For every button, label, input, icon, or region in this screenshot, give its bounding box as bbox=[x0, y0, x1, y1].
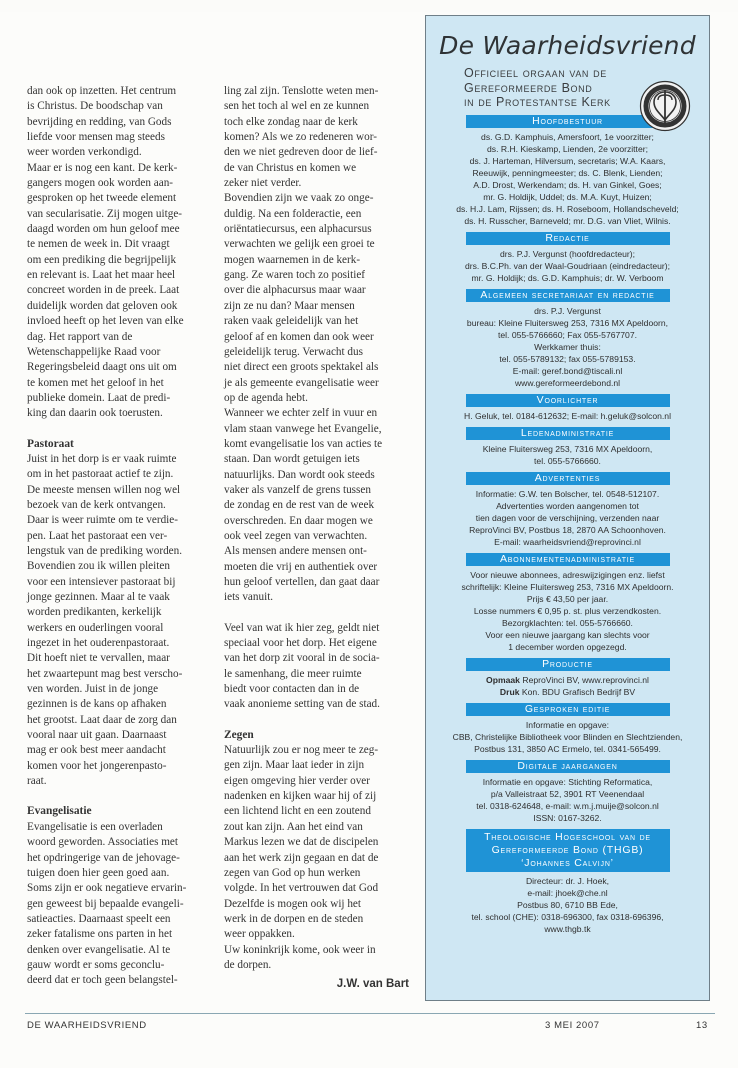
text-line: gesproken op het tweede element bbox=[27, 192, 177, 205]
text-line: geloof af en komen dan ook weer bbox=[224, 330, 374, 343]
text-line: gen geweest bij bepaalde evangeli- bbox=[27, 897, 184, 910]
section-header-line: ‘Johannes Calvijn’ bbox=[521, 856, 614, 869]
text-line: en relevant is. Laat het maar heel bbox=[27, 269, 176, 282]
colophon-line: Werkkamer thuis: bbox=[534, 341, 601, 352]
text-line: dag. Het rapport van de bbox=[27, 330, 133, 343]
text-line: het zwaartepunt mag best verscho- bbox=[27, 667, 183, 680]
footer-date: 3 MEI 2007 bbox=[545, 1020, 600, 1031]
text-line: mogen waarnemen in de kerk- bbox=[224, 253, 361, 266]
colophon-line: H. Geluk, tel. 0184-612632; E-mail: h.geluk@solcon.nl bbox=[464, 410, 671, 421]
colophon-line: tien dagen voor de verschijning, verzenden naar bbox=[475, 512, 660, 523]
colophon-line: ISSN: 0167-3262. bbox=[533, 812, 602, 823]
colophon-line: CBB, Christelijke Bibliotheek voor Blinden en Slechtzienden, bbox=[452, 731, 683, 742]
article-column-2 bbox=[224, 84, 409, 993]
text-line: op de agenda hebt. bbox=[224, 391, 308, 404]
text-line: is Christus. De boodschap van bbox=[27, 100, 163, 113]
credit-label: Druk bbox=[499, 686, 520, 697]
colophon-section-body bbox=[426, 305, 709, 389]
colophon-line: ds. J. Harteman, Hilversum, secretaris; W.A. Kaars, bbox=[469, 155, 666, 166]
colophon-line: Informatie: G.W. ten Bolscher, tel. 0548-512107. bbox=[475, 488, 660, 499]
colophon-section-header: Hoofdbestuur bbox=[466, 115, 670, 128]
colophon-section-header: Productie bbox=[466, 658, 670, 671]
colophon-line: bureau: Kleine Fluitersweg 253, 7316 MX Apeldoorn, bbox=[466, 317, 669, 328]
masthead-title: De Waarheidsvriend bbox=[439, 31, 696, 60]
colophon-line: drs. P.J. Vergunst bbox=[534, 305, 601, 316]
text-line: Bovendien zijn we vaak zo onge- bbox=[224, 192, 374, 205]
text-line: pen. Laat het pastoraat een ver- bbox=[27, 529, 168, 542]
text-line: staan. Dan wordt getuigen iets bbox=[224, 453, 360, 466]
colophon-line: tel. school (CHE): 0318-696300, fax 0318-696396, bbox=[471, 911, 664, 922]
text-line: concreet worden in de preek. Laat bbox=[27, 284, 180, 297]
text-line: Markus lezen we dat de discipelen bbox=[224, 836, 379, 849]
paragraph-gap bbox=[27, 422, 207, 437]
text-line: moeten die vrij en authentiek over bbox=[224, 560, 378, 573]
colophon-section-header: Digitale jaargangen bbox=[466, 760, 670, 773]
text-line: Uw koninkrijk kome, ook weer in bbox=[224, 943, 376, 956]
text-line: satieacties. Daarnaast speelt een bbox=[27, 912, 171, 925]
text-line: Natuurlijk zou er nog meer te zeg- bbox=[224, 744, 379, 757]
text-line: biedt voor contacten dan in de bbox=[224, 683, 360, 696]
text-line: Daar is weer ruimte om te verdie- bbox=[27, 514, 178, 527]
colophon-section-body bbox=[426, 875, 709, 935]
colophon-line: A.D. Drost, Werkendam; ds. H. van Ginkel, Goes; bbox=[473, 179, 662, 190]
colophon-line: E-mail: waarheidsvriend@reprovinci.nl bbox=[494, 536, 641, 547]
text-line: bevrijding en redding, van Gods bbox=[27, 115, 172, 128]
text-line: dan ook op inzetten. Het centrum bbox=[27, 85, 177, 97]
text-line: natuurlijks. Dan wordt ook steeds bbox=[224, 468, 375, 481]
text-line: geleidelijk terug. Verwacht dus bbox=[224, 345, 363, 358]
colophon-line: mr. G. Holdijk; ds. G.D. Kamphuis; dr. W. Verboom bbox=[471, 272, 664, 283]
colophon-line: ds. H. Russcher, Barneveld; mr. D.G. van Vliet, Wilnis. bbox=[464, 215, 671, 226]
colophon-line: Informatie en opgave: bbox=[525, 719, 610, 730]
gereformeerde-bond-seal-icon bbox=[639, 80, 691, 132]
subtitle-line: in de Protestantse Kerk bbox=[464, 95, 611, 109]
colophon-panel bbox=[425, 15, 710, 1001]
text-line: lengstuk van de prediking worden. bbox=[27, 544, 183, 557]
text-line: Evangelisatie is een overladen bbox=[27, 820, 163, 833]
author-signature: J.W. van Bart bbox=[336, 978, 409, 991]
text-line: komen? Als we zo redeneren wor- bbox=[224, 131, 377, 144]
text-line: liefde voor mensen mag steeds bbox=[27, 131, 165, 144]
text-line: vaker als vanzelf de grens tussen bbox=[224, 483, 371, 496]
text-line: vlam staan vanwege het Evangelie, bbox=[224, 422, 382, 435]
colophon-line: ds. R.H. Kieskamp, Lienden, 2e voorzitter; bbox=[487, 143, 648, 154]
colophon-section-header: Redactie bbox=[466, 232, 670, 245]
text-line: toch elke zondag naar de kerk bbox=[224, 115, 358, 128]
colophon-line: Opmaak ReproVinci BV, www.reprovinci.nl bbox=[486, 674, 649, 685]
colophon-line: tel. 055-5766660. bbox=[534, 455, 601, 466]
colophon-line: 1 december worden opgezegd. bbox=[508, 641, 627, 652]
text-line: zeker fatalisme ons parten in het bbox=[27, 928, 173, 941]
page-number: 13 bbox=[696, 1020, 708, 1031]
colophon-line: tel. 055-5789132; fax 055-5789153. bbox=[499, 353, 636, 364]
section-header-line: Gereformeerde Bond (THGB) bbox=[491, 843, 644, 856]
text-line: overschreden. En daar mogen we bbox=[224, 514, 373, 527]
text-line: de dorpen. bbox=[224, 958, 272, 971]
colophon-line: ds. H.J. Lam, Rijssen; ds. H. Roseboom, Hollandscheveld; bbox=[456, 203, 679, 214]
text-line: een lichtend licht en een zoutend bbox=[224, 805, 371, 818]
footer-publication-name: DE WAARHEIDSVRIEND bbox=[27, 1020, 147, 1031]
paragraph-gap bbox=[224, 713, 409, 728]
text-line: le samenhang, die meer ruimte bbox=[224, 667, 362, 680]
text-line: ook veel zegen van verwachten. bbox=[224, 529, 368, 542]
text-line: daagd worden om hun geloof mee bbox=[27, 223, 180, 236]
text-line: voor een intensiever pastoraat bij bbox=[27, 575, 176, 588]
text-line: De meeste mensen willen nog wel bbox=[27, 483, 181, 496]
text-line: verwachten we gelijk een groei te bbox=[224, 238, 375, 251]
text-line: woord geworden. Associaties met bbox=[27, 836, 178, 849]
text-line: gang. Ze waren toch zo positief bbox=[224, 269, 366, 282]
text-line: gauw wordt er soms geconclu- bbox=[27, 958, 165, 971]
subtitle-line: Gereformeerde Bond bbox=[464, 80, 593, 95]
colophon-line: Voor nieuwe abonnees, adreswijzigingen enz. liefst bbox=[470, 569, 665, 580]
text-line: bezoek van de kerk ontvangen. bbox=[27, 498, 166, 511]
colophon-line: www.thgb.tk bbox=[544, 923, 591, 934]
text-line: komen voor het jongerenpasto- bbox=[27, 759, 167, 772]
text-line: te nemen de week in. Dit vraagt bbox=[27, 238, 170, 251]
text-line: sen het toch al wel en ze kunnen bbox=[224, 100, 370, 113]
colophon-line: ReproVinci BV, Postbus 18, 2870 AA Schoonhoven. bbox=[469, 524, 666, 535]
text-line: ingezet in het ouderenpastoraat. bbox=[27, 637, 170, 650]
text-line: weer worden verkondigd. bbox=[27, 146, 142, 159]
colophon-section-body bbox=[426, 569, 709, 653]
text-line: worden predikanten, kerkelijk bbox=[27, 606, 162, 619]
section-header-line: Theologische Hogeschool van de bbox=[484, 830, 651, 843]
text-line: den we niet gedreven door de lief- bbox=[224, 146, 378, 159]
text-line: Wanneer we echter zelf in vuur en bbox=[224, 407, 378, 420]
text-line: Dit hoeft niet te vervallen, maar bbox=[27, 652, 170, 665]
text-line: oriëntatiecursus, een alphacursus bbox=[224, 223, 372, 236]
colophon-line: Bezorgklachten: tel. 055-5766660. bbox=[502, 617, 633, 628]
text-line: Maar er is nog een kant. De kerk- bbox=[27, 161, 178, 174]
colophon-line: drs. B.C.Ph. van der Waal-Goudriaan (eindredacteur); bbox=[464, 260, 671, 271]
text-line: gangers mogen ook worden aan- bbox=[27, 177, 174, 190]
text-line: invloed heeft op het leven van elke bbox=[27, 315, 184, 328]
text-line: zeker niet verder. bbox=[224, 177, 302, 190]
text-line: van secularisatie. Zij mogen uitge- bbox=[27, 207, 183, 220]
colophon-section-header: Algemeen secretariaat en redactie bbox=[466, 289, 670, 302]
text-line: het opdringerige van de jehovage- bbox=[27, 851, 180, 864]
text-line: aan het werk zijn gegaan en dat de bbox=[224, 851, 379, 864]
colophon-line: tel. 0318-624648, e-mail: w.m.j.muije@solcon.nl bbox=[476, 800, 659, 811]
colophon-line: Reeuwijk, penningmeester; ds. C. Blenk, Lienden; bbox=[472, 167, 663, 178]
paragraph-gap bbox=[27, 789, 207, 804]
colophon-section-body bbox=[426, 776, 709, 824]
text-line: iets vanuit. bbox=[224, 591, 274, 604]
colophon-line: E-mail: geref.bond@tiscali.nl bbox=[512, 365, 623, 376]
colophon-sections bbox=[426, 115, 709, 935]
colophon-line: Postbus 80, 6710 BB Ede, bbox=[517, 899, 618, 910]
colophon-section-body bbox=[426, 410, 709, 422]
colophon-section-header bbox=[466, 829, 670, 872]
colophon-section-body bbox=[426, 719, 709, 755]
colophon-line: schriftelijk: Kleine Fluitersweg 253, 7316 MX Apeldoorn. bbox=[461, 581, 674, 592]
text-line: komt evangelisatie los van acties te bbox=[224, 437, 383, 450]
footer-divider bbox=[25, 1013, 715, 1014]
text-line: de van Christus en komen we bbox=[224, 161, 357, 174]
colophon-line: drs. P.J. Vergunst (hoofdredacteur); bbox=[499, 248, 636, 259]
colophon-line: Druk Kon. BDU Grafisch Bedrijf BV bbox=[499, 686, 636, 697]
text-line: ven worden. Juist in de jonge bbox=[27, 683, 159, 696]
text-line: zout kan zijn. Aan het eind van bbox=[224, 820, 363, 833]
colophon-section-header: Abonnementenadministratie bbox=[466, 553, 670, 566]
text-line: Veel van wat ik hier zeg, geldt niet bbox=[224, 621, 380, 634]
colophon-line: Postbus 131, 3850 AC Ermelo, tel. 0341-565499. bbox=[474, 743, 661, 754]
text-line: speciaal voor het dorp. Het eigene bbox=[224, 637, 377, 650]
colophon-line: p/a Valleistraat 52, 3901 RT Veenendaal bbox=[490, 788, 645, 799]
text-line: niet direct een groots spektakel als bbox=[224, 361, 379, 374]
subtitle-line: Officieel orgaan van de bbox=[464, 66, 607, 80]
text-line: raat. bbox=[27, 775, 47, 788]
text-line: tuigen doen hier geen goed aan. bbox=[27, 866, 170, 879]
article-column-1 bbox=[27, 84, 207, 989]
colophon-section-body bbox=[426, 674, 709, 698]
text-line: Soms zijn er ook negatieve ervarin- bbox=[27, 882, 187, 895]
text-line: publieke domein. Laat de predi- bbox=[27, 391, 171, 404]
text-line: king dan daarin ook toerusten. bbox=[27, 407, 163, 420]
text-line: zegen van God op hun werken bbox=[224, 866, 361, 879]
colophon-section-header: Ledenadministratie bbox=[466, 427, 670, 440]
colophon-line: Informatie en opgave: Stichting Reformatica, bbox=[482, 776, 653, 787]
text-line: Juist in het dorp is er vaak ruimte bbox=[27, 452, 177, 465]
text-line: deerd dat er toch geen belangstel- bbox=[27, 974, 178, 987]
text-line: mag er ook best meer aandacht bbox=[27, 744, 166, 757]
colophon-line: tel. 055-5766660; Fax 055-5767707. bbox=[497, 329, 638, 340]
text-line: vaak anonieme setting van de stad. bbox=[224, 698, 380, 711]
section-heading: Zegen bbox=[224, 728, 254, 741]
colophon-line: ds. G.D. Kamphuis, Amersfoort, 1e voorzitter; bbox=[481, 131, 654, 142]
text-line: volgde. In het vertrouwen dat God bbox=[224, 882, 379, 895]
text-line: werkers en ouderlingen vooral bbox=[27, 621, 164, 634]
colophon-section-body bbox=[426, 131, 709, 227]
colophon-line: Kleine Fluitersweg 253, 7316 MX Apeldoorn, bbox=[482, 443, 653, 454]
colophon-line: Advertenties worden aangenomen tot bbox=[496, 500, 639, 511]
text-line: gen zijn. Maar laat ieder in zijn bbox=[224, 759, 365, 772]
colophon-line: Prijs € 43,50 per jaar. bbox=[526, 593, 609, 604]
colophon-section-body bbox=[426, 488, 709, 548]
text-line: Bovendien zou ik willen pleiten bbox=[27, 560, 170, 573]
text-line: weer oppakken. bbox=[224, 928, 295, 941]
text-line: Als mensen andere mensen ont- bbox=[224, 545, 367, 558]
colophon-line: Voor een nieuwe jaargang kan slechts voor bbox=[485, 629, 650, 640]
text-line: de zondag en de rest van de week bbox=[224, 499, 375, 512]
section-heading: Pastoraat bbox=[27, 437, 74, 450]
colophon-section-header: Voorlichter bbox=[466, 394, 670, 407]
text-line: Wetenschappelijke Raad voor bbox=[27, 345, 161, 358]
colophon-section-header: Gesproken editie bbox=[466, 703, 670, 716]
text-line: om een prediking die begrijpelijk bbox=[27, 253, 177, 266]
text-line: raken vaak geleidelijk van het bbox=[224, 315, 359, 328]
text-line: Dezelfde is mogen ook wij het bbox=[224, 897, 362, 910]
text-line: duidelijk worden dat geloven ook bbox=[27, 299, 178, 312]
text-line: hun geloof vertellen, dan gaat daar bbox=[224, 576, 380, 588]
colophon-line: Directeur: dr. J. Hoek, bbox=[525, 875, 610, 886]
text-line: duldig. Na een folderactie, een bbox=[224, 207, 362, 220]
text-line: je als gemeente evangelisatie weer bbox=[224, 376, 379, 389]
text-line: jonge gezinnen. Maar al te vaak bbox=[27, 591, 170, 603]
text-line: eigen omgeving hier verder over bbox=[224, 774, 371, 787]
text-line: vooral naar uit gaan. Daarnaast bbox=[27, 729, 167, 742]
text-line: denken over evangelisatie. Al te bbox=[27, 943, 171, 956]
colophon-section-body bbox=[426, 248, 709, 284]
text-line: te komen met het geloof in het bbox=[27, 376, 164, 389]
text-line: nadenken en kijken waar hij of zij bbox=[224, 790, 377, 803]
paragraph-gap bbox=[224, 606, 409, 621]
colophon-line: www.gereformeerdebond.nl bbox=[514, 377, 621, 388]
text-line: ling zal zijn. Tenslotte weten men- bbox=[224, 85, 379, 97]
text-line: Regeringsbeleid daagt ons uit om bbox=[27, 361, 177, 374]
text-line: werk in de dorpen en de steden bbox=[224, 912, 364, 925]
section-heading: Evangelisatie bbox=[27, 805, 92, 818]
text-line: van het dorp zit vooral in de socia- bbox=[224, 652, 380, 665]
text-line: zijn ze nu dan? Maar mensen bbox=[224, 299, 355, 312]
colophon-line: e-mail: jhoek@che.nl bbox=[527, 887, 608, 898]
colophon-line: mr. G. Holdijk, Uddel; ds. M.A. Kuyt, Huizen; bbox=[483, 191, 652, 202]
text-line: om in het pastoraat actief te zijn. bbox=[27, 468, 174, 481]
colophon-line: Losse nummers € 0,95 p. st. plus verzendkosten. bbox=[473, 605, 662, 616]
colophon-section-header: Advertenties bbox=[466, 472, 670, 485]
text-line: gezinnen is de kans op afhaken bbox=[27, 698, 167, 711]
credit-label: Opmaak bbox=[486, 674, 520, 685]
text-line: het grootst. Laat daar de zorg dan bbox=[27, 713, 177, 726]
text-line: over die alphacursus maar waar bbox=[224, 284, 366, 297]
colophon-section-body bbox=[426, 443, 709, 467]
